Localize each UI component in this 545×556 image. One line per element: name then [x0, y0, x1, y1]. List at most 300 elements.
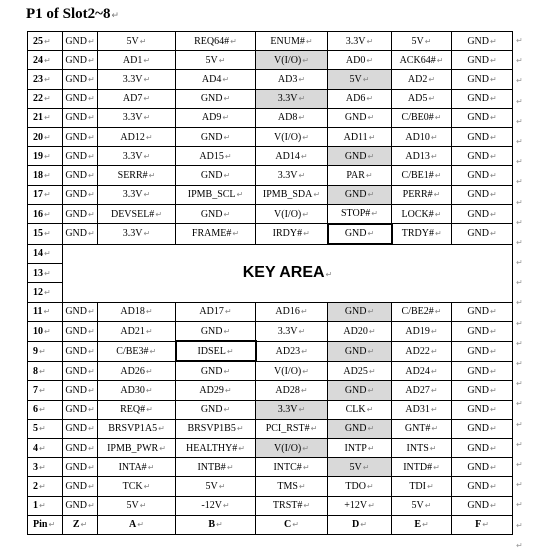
cell-text: GND [344, 189, 367, 201]
cell-text: 3.3V [122, 150, 143, 162]
signal-cell [176, 321, 256, 341]
cell-text: 3.3V [277, 404, 298, 416]
signal-cell [63, 108, 98, 127]
row-end-mark-icon: ↵ [516, 76, 523, 86]
row-end-mark-icon: ↵ [516, 359, 523, 368]
signal-cell [256, 127, 328, 146]
table-row [28, 147, 513, 166]
cell-text: CLK [345, 404, 366, 416]
signal-cell [452, 127, 513, 146]
paragraph-mark-icon: ↵ [39, 501, 46, 511]
cell-text: GND [344, 228, 367, 240]
signal-cell [452, 361, 513, 381]
row-end-mark-icon: ↵ [516, 338, 523, 348]
signal-cell [176, 419, 256, 438]
paragraph-mark-icon: ↵ [489, 386, 497, 396]
row-end-mark-icon: ↵ [516, 217, 523, 227]
cell-text: 5V [205, 481, 218, 493]
column-header [392, 515, 452, 534]
cell-text: AD16 [275, 306, 300, 318]
signal-cell [392, 127, 452, 146]
pin-number [28, 381, 63, 400]
row-end-mark-icon: ↵ [516, 157, 523, 167]
paragraph-mark-icon: ↵ [367, 113, 375, 123]
cell-text: GNT# [404, 423, 431, 435]
paragraph-mark-icon: ↵ [87, 209, 95, 219]
pin-number [28, 108, 63, 127]
signal-cell [392, 224, 452, 244]
paragraph-mark-icon: ↵ [111, 10, 120, 20]
cell-text: GND [200, 169, 223, 181]
paragraph-mark-icon: ↵ [39, 366, 46, 376]
key-area-label: KEY AREA [242, 263, 325, 281]
paragraph-mark-icon: ↵ [87, 424, 95, 434]
paragraph-mark-icon: ↵ [87, 190, 95, 200]
signal-cell [452, 302, 513, 321]
signal-cell [98, 477, 176, 496]
paragraph-mark-icon: ↵ [39, 424, 46, 434]
cell-text: AD4 [201, 73, 222, 85]
table-row [28, 321, 513, 341]
cell-text: IPMB_SDA [262, 189, 313, 201]
column-header [328, 515, 392, 534]
signal-cell [392, 439, 452, 458]
cell-text: 24 [33, 54, 43, 66]
table-row [28, 400, 513, 419]
pin-number [28, 263, 63, 282]
signal-cell [98, 458, 176, 477]
signal-cell [328, 204, 392, 224]
paragraph-mark-icon: ↵ [489, 94, 497, 104]
cell-text: 1 [33, 500, 38, 512]
paragraph-mark-icon: ↵ [434, 307, 442, 317]
cell-text: 20 [33, 131, 43, 143]
pin-number [28, 244, 63, 263]
paragraph-mark-icon: ↵ [431, 424, 439, 434]
cell-text: AD3 [277, 73, 298, 85]
cell-text: C/BE1# [401, 169, 434, 181]
paragraph-mark-icon: ↵ [292, 520, 299, 530]
paragraph-mark-icon: ↵ [430, 366, 438, 376]
paragraph-mark-icon: ↵ [238, 443, 245, 453]
signal-cell [452, 321, 513, 341]
row-end-mark-icon: ↵ [516, 520, 523, 530]
cell-text: AD31 [405, 404, 430, 416]
signal-cell [63, 439, 98, 458]
paragraph-mark-icon: ↵ [366, 405, 374, 415]
paragraph-mark-icon: ↵ [430, 346, 438, 356]
cell-text: TCK [122, 481, 143, 493]
cell-text: GND [65, 423, 87, 435]
row-end-mark-icon: ↵ [516, 500, 523, 510]
pin-number [28, 341, 63, 361]
pin-number [28, 127, 63, 146]
signal-cell [328, 127, 392, 146]
signal-cell [256, 185, 328, 204]
cell-text: GND [344, 385, 367, 397]
cell-text: GND [344, 423, 367, 435]
signal-cell [452, 496, 513, 515]
pin-number [28, 89, 63, 108]
row-end-mark-icon: ↵ [516, 237, 523, 247]
signal-cell [256, 89, 328, 108]
cell-text: GND [467, 35, 489, 47]
paragraph-mark-icon: ↵ [87, 113, 95, 123]
paragraph-mark-icon: ↵ [298, 170, 306, 180]
row-end-mark-icon: ↵ [516, 56, 523, 66]
table-row [28, 185, 513, 204]
cell-text: Pin [33, 519, 48, 531]
cell-text: GND [467, 93, 489, 105]
signal-cell [63, 51, 98, 70]
paragraph-mark-icon: ↵ [143, 74, 151, 84]
cell-text: GND [65, 385, 87, 397]
paragraph-mark-icon: ↵ [224, 386, 232, 396]
column-header [256, 515, 328, 534]
signal-cell [452, 400, 513, 419]
cell-text: 7 [33, 385, 38, 397]
paragraph-mark-icon: ↵ [489, 424, 497, 434]
paragraph-mark-icon: ↵ [360, 520, 367, 530]
cell-text: PCI_RST# [265, 423, 310, 435]
paragraph-mark-icon: ↵ [143, 55, 151, 65]
paragraph-mark-icon: ↵ [430, 151, 438, 161]
paragraph-mark-icon: ↵ [143, 229, 151, 239]
pin-number [28, 224, 63, 244]
paragraph-mark-icon: ↵ [367, 346, 375, 356]
table-footer-header [28, 515, 513, 534]
cell-text: AD2 [407, 73, 428, 85]
paragraph-mark-icon: ↵ [300, 307, 308, 317]
cell-text: AD23 [275, 345, 301, 357]
cell-text: FRAME# [191, 228, 232, 240]
cell-text: GND [467, 442, 489, 454]
paragraph-mark-icon: ↵ [424, 36, 432, 46]
paragraph-mark-icon: ↵ [368, 501, 375, 511]
signal-cell [256, 51, 328, 70]
cell-text: 3.3V [122, 73, 143, 85]
cell-text: V(I/O) [274, 365, 302, 377]
paragraph-mark-icon: ↵ [371, 209, 378, 219]
signal-cell [452, 458, 513, 477]
paragraph-mark-icon: ↵ [43, 307, 51, 317]
paragraph-mark-icon: ↵ [148, 170, 156, 180]
signal-cell [63, 224, 98, 244]
paragraph-mark-icon: ↵ [139, 501, 147, 511]
signal-cell [328, 419, 392, 438]
cell-text: GND [65, 404, 87, 416]
signal-cell [256, 166, 328, 185]
column-header [98, 515, 176, 534]
paragraph-mark-icon: ↵ [421, 520, 429, 530]
cell-text: AD6 [345, 93, 366, 105]
cell-text: GND [65, 325, 87, 337]
paragraph-mark-icon: ↵ [435, 229, 442, 239]
signal-cell [256, 224, 328, 244]
paragraph-mark-icon: ↵ [489, 229, 497, 239]
signal-cell [176, 204, 256, 224]
signal-cell [98, 439, 176, 458]
cell-text: GND [200, 208, 223, 220]
paragraph-mark-icon: ↵ [44, 55, 51, 65]
cell-text: C [284, 519, 292, 531]
row-end-mark-icon: ↵ [516, 419, 523, 429]
cell-text: AD14 [275, 150, 300, 162]
signal-cell [63, 127, 98, 146]
signal-cell [176, 361, 256, 381]
cell-text: AD24 [405, 365, 430, 377]
signal-cell [63, 321, 98, 341]
pin-number [28, 204, 63, 224]
cell-text: GND [467, 423, 489, 435]
signal-cell [176, 400, 256, 419]
signal-cell [176, 127, 256, 146]
cell-text: GND [344, 345, 367, 357]
signal-cell [256, 477, 328, 496]
paragraph-mark-icon: ↵ [430, 326, 438, 336]
signal-cell [63, 70, 98, 89]
cell-text: GND [467, 461, 489, 473]
signal-cell [328, 51, 392, 70]
paragraph-mark-icon: ↵ [223, 94, 231, 104]
signal-cell [392, 321, 452, 341]
paragraph-mark-icon: ↵ [302, 366, 309, 376]
cell-text: 5V [349, 461, 362, 473]
signal-cell [63, 400, 98, 419]
cell-text: AD1 [122, 54, 143, 66]
row-end-mark-icon: ↵ [516, 197, 523, 207]
signal-cell [452, 185, 513, 204]
pin-assignment-table [27, 31, 513, 535]
row-end-mark-icon: ↵ [516, 399, 523, 409]
cell-text: 3.3V [345, 35, 366, 47]
cell-text: 5V [126, 500, 139, 512]
cell-text: 5V [349, 73, 362, 85]
cell-text: 17 [33, 189, 43, 201]
cell-text: GND [467, 325, 489, 337]
signal-cell [98, 70, 176, 89]
row-end-mark-icon: ↵ [516, 258, 523, 268]
cell-text: 15 [33, 228, 43, 240]
cell-text: -12V [201, 500, 222, 512]
cell-text: V(I/O) [274, 442, 302, 454]
paragraph-mark-icon: ↵ [44, 229, 51, 239]
cell-text: 19 [33, 150, 43, 162]
cell-text: GND [65, 150, 87, 162]
signal-cell [256, 496, 328, 515]
cell-text: GND [467, 131, 489, 143]
paragraph-mark-icon: ↵ [436, 55, 444, 65]
column-header [452, 515, 513, 534]
paragraph-mark-icon: ↵ [44, 268, 51, 278]
table-bottom-section [28, 302, 513, 515]
signal-cell [392, 166, 452, 185]
paragraph-mark-icon: ↵ [302, 55, 309, 65]
cell-text: AD21 [120, 325, 145, 337]
pin-number [28, 439, 63, 458]
paragraph-mark-icon: ↵ [39, 443, 46, 453]
cell-text: C/BE0# [401, 112, 434, 124]
paragraph-mark-icon: ↵ [313, 190, 321, 200]
signal-cell [63, 496, 98, 515]
signal-cell [328, 166, 392, 185]
paragraph-mark-icon: ↵ [232, 229, 240, 239]
column-header [176, 515, 256, 534]
cell-text: INTD# [403, 461, 433, 473]
signal-cell [452, 341, 513, 361]
table-row [28, 51, 513, 70]
pin-number [28, 51, 63, 70]
paragraph-mark-icon: ↵ [87, 94, 95, 104]
paragraph-mark-icon: ↵ [137, 520, 144, 530]
signal-cell [63, 89, 98, 108]
row-end-mark-icon: ↵ [516, 177, 523, 187]
signal-cell [98, 302, 176, 321]
paragraph-mark-icon: ↵ [87, 386, 95, 396]
cell-text: GND [467, 73, 489, 85]
paragraph-mark-icon: ↵ [301, 346, 308, 356]
cell-text: 14 [33, 248, 43, 260]
pin-number [28, 147, 63, 166]
cell-text: GND [467, 169, 489, 181]
paragraph-mark-icon: ↵ [434, 209, 442, 219]
cell-text: V(I/O) [274, 131, 302, 143]
paragraph-mark-icon: ↵ [430, 405, 438, 415]
cell-text: GND [65, 35, 87, 47]
cell-text: REQ64# [194, 35, 230, 47]
cell-text: V(I/O) [274, 54, 302, 66]
cell-text: 10 [33, 325, 43, 337]
cell-text: PERR# [402, 189, 433, 201]
signal-cell [452, 381, 513, 400]
paragraph-mark-icon: ↵ [368, 366, 376, 376]
signal-cell [256, 302, 328, 321]
signal-cell [452, 166, 513, 185]
paragraph-mark-icon: ↵ [222, 501, 230, 511]
paragraph-mark-icon: ↵ [87, 366, 95, 376]
signal-cell [256, 147, 328, 166]
paragraph-mark-icon: ↵ [87, 307, 95, 317]
paragraph-mark-icon: ↵ [236, 190, 244, 200]
table-row [28, 477, 513, 496]
paragraph-mark-icon: ↵ [302, 209, 309, 219]
row-end-mark-icon: ↵ [516, 116, 523, 126]
paragraph-mark-icon: ↵ [87, 346, 95, 356]
cell-text: GND [65, 500, 87, 512]
row-end-mark-icon: ↵ [516, 136, 523, 146]
cell-text: INTB# [197, 461, 226, 473]
cell-text: BRSVP1B5 [187, 423, 236, 435]
signal-cell [98, 108, 176, 127]
table-row [28, 89, 513, 108]
cell-text: TDO [345, 481, 366, 493]
row-end-mark-icon: ↵ [516, 379, 523, 389]
cell-text: TMS [277, 481, 298, 493]
cell-text: AD22 [405, 345, 430, 357]
cell-text: 22 [33, 93, 43, 105]
table-row [28, 361, 513, 381]
cell-text: AD26 [120, 365, 145, 377]
cell-text: HEALTHY# [186, 442, 238, 454]
signal-cell [176, 224, 256, 244]
cell-text: IDSEL [197, 345, 226, 357]
signal-cell [98, 361, 176, 381]
signal-cell [328, 439, 392, 458]
paragraph-mark-icon: ↵ [298, 326, 306, 336]
table-row [28, 32, 513, 51]
signal-cell [63, 166, 98, 185]
cell-text: GND [467, 228, 489, 240]
cell-text: GND [65, 73, 87, 85]
paragraph-mark-icon: ↵ [489, 113, 497, 123]
cell-text: 23 [33, 73, 43, 85]
paragraph-mark-icon: ↵ [223, 209, 231, 219]
paragraph-mark-icon: ↵ [433, 190, 441, 200]
signal-cell [392, 341, 452, 361]
paragraph-mark-icon: ↵ [222, 113, 230, 123]
paragraph-mark-icon: ↵ [223, 132, 231, 142]
key-area [63, 244, 513, 302]
cell-text: AD15 [199, 150, 224, 162]
paragraph-mark-icon: ↵ [87, 405, 95, 415]
paragraph-mark-icon: ↵ [223, 366, 231, 376]
row-end-marks [516, 31, 528, 556]
cell-text: AD19 [405, 325, 430, 337]
paragraph-mark-icon: ↵ [434, 113, 442, 123]
cell-text: AD10 [405, 131, 430, 143]
signal-cell [176, 458, 256, 477]
paragraph-mark-icon: ↵ [489, 482, 497, 492]
cell-text: 3.3V [122, 228, 143, 240]
signal-cell [63, 361, 98, 381]
signal-cell [392, 302, 452, 321]
cell-text: AD9 [201, 112, 222, 124]
cell-text: AD30 [120, 385, 145, 397]
paragraph-mark-icon: ↵ [44, 209, 51, 219]
pin-number [28, 400, 63, 419]
signal-cell [452, 477, 513, 496]
paragraph-mark-icon: ↵ [87, 36, 95, 46]
signal-cell [63, 147, 98, 166]
cell-text: GND [467, 150, 489, 162]
signal-cell [392, 400, 452, 419]
paragraph-mark-icon: ↵ [159, 443, 166, 453]
signal-cell [328, 496, 392, 515]
signal-cell [98, 89, 176, 108]
pin-number [28, 302, 63, 321]
column-header-row [28, 515, 513, 534]
cell-text: GND [467, 500, 489, 512]
table-row [28, 166, 513, 185]
paragraph-mark-icon: ↵ [39, 386, 46, 396]
cell-text: GND [467, 385, 489, 397]
paragraph-mark-icon: ↵ [489, 151, 497, 161]
paragraph-mark-icon: ↵ [87, 462, 95, 472]
signal-cell [256, 108, 328, 127]
signal-cell [328, 224, 392, 244]
signal-cell [392, 361, 452, 381]
cell-text: 5V [126, 35, 139, 47]
paragraph-mark-icon: ↵ [434, 170, 442, 180]
cell-text: GND [200, 404, 223, 416]
signal-cell [392, 147, 452, 166]
paragraph-mark-icon: ↵ [489, 443, 497, 453]
paragraph-mark-icon: ↵ [223, 326, 231, 336]
signal-cell [452, 147, 513, 166]
paragraph-mark-icon: ↵ [223, 405, 231, 415]
cell-text: GND [65, 345, 87, 357]
paragraph-mark-icon: ↵ [489, 326, 497, 336]
